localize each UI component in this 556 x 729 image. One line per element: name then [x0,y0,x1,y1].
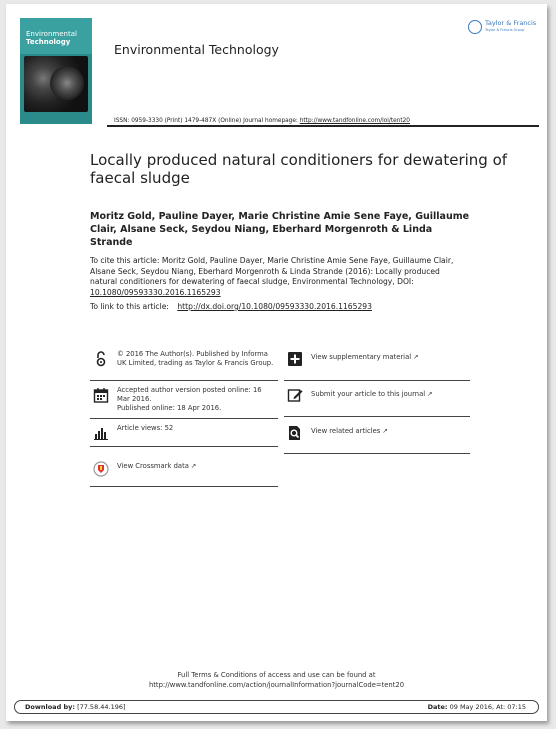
external-link-icon: ↗ [190,462,197,470]
journal-homepage-link[interactable]: http://www.tandfonline.com/loi/tent20 [299,118,410,124]
article-url-link[interactable]: http://dx.doi.org/10.1080/09593330.2016.1165293 [177,302,372,311]
crossmark-label[interactable]: View Crossmark data [117,462,189,470]
link-label: To link to this article: [90,302,169,311]
open-access-row [90,346,278,381]
related-articles-label[interactable]: View related articles [311,427,381,435]
submit-article-link[interactable] [311,390,467,399]
link-to-article [90,302,372,311]
terms-line1: Full Terms & Conditions of access and use can be found at [177,671,376,679]
cite-text: Moritz Gold, Pauline Dayer, Marie Christine Amie Sene Faye, Guillaume Clair, Alsane Seck, Seydou Niang, Eberhard Morgenroth & Linda Strande (2016): Locally produced natural conditioners for dewatering of faecal sludge, Environmental Technology, DOI: [90,256,454,286]
crossmark-row[interactable] [90,456,278,487]
article-title: Locally produced natural conditioners for dewatering of faecal sludge [90,151,508,187]
download-ip: [77.58.44.196] [77,703,126,711]
issn-text: ISSN: 0959-3330 (Print) 1479-487X (Online) Journal homepage: [114,118,298,124]
search-doc-icon [287,425,303,441]
download-date [428,703,526,711]
publisher-tagline: Taylor & Francis Group [485,28,525,32]
bar-chart-icon [93,425,109,441]
external-link-icon: ↗ [413,353,419,361]
journal-cover-image [20,18,92,124]
date-value: 09 May 2016, At: 07:15 [449,703,526,711]
issn-line [114,118,410,124]
submit-article-row[interactable] [284,382,470,417]
external-link-icon: ↗ [382,427,388,435]
cover-title-line1: Environmental [26,30,77,38]
cite-label: To cite this article: [90,256,160,265]
dates-row [90,382,278,419]
external-link-icon: ↗ [427,390,433,398]
plus-icon [287,351,303,367]
copyright-text: © 2016 The Author(s). Published by Informa UK Limited, trading as Taylor & Francis Group. [117,350,274,367]
terms-notice [6,671,547,690]
download-label: Download by: [25,703,75,711]
terms-url[interactable]: http://www.tandfonline.com/action/journalInformation?journalCode=tent20 [148,680,405,689]
article-authors: Moritz Gold, Pauline Dayer, Marie Christine Amie Sene Faye, Guillaume Clair, Alsane Seck, Seydou Niang, Eberhard Morgenroth & Linda Strande [90,211,470,248]
edit-icon [287,387,303,403]
pdf-cover-page [6,4,547,721]
publisher-name: Taylor & Francis [485,19,537,27]
citation-block [90,256,465,298]
journal-name: Environmental Technology [114,42,279,57]
supplementary-label[interactable]: View supplementary material [311,353,412,361]
date-label: Date: [427,703,448,711]
download-info-bar [14,700,539,714]
posted-dates-text: Accepted author version posted online: 16 Mar 2016. Published online: 18 Apr 2016. [117,386,262,412]
doi-link[interactable]: 10.1080/09593330.2016.1165293 [90,287,221,297]
submit-article-label[interactable]: Submit your article to this journal [311,390,426,398]
open-access-icon [93,351,109,367]
cover-title-line2: Technology [26,38,71,46]
tf-circle-icon [468,20,482,34]
related-articles-link[interactable] [311,427,467,436]
calendar-icon [93,387,109,403]
related-articles-row[interactable] [284,420,470,454]
supplementary-row[interactable] [284,346,470,381]
header-divider [107,125,539,127]
crossmark-link[interactable] [117,462,275,471]
download-by [25,703,126,711]
taylor-francis-logo[interactable] [468,18,538,38]
crossmark-icon [93,461,109,477]
supplementary-link[interactable] [311,353,467,362]
article-views-text: Article views: 52 [117,424,174,432]
article-views-row [90,420,278,447]
